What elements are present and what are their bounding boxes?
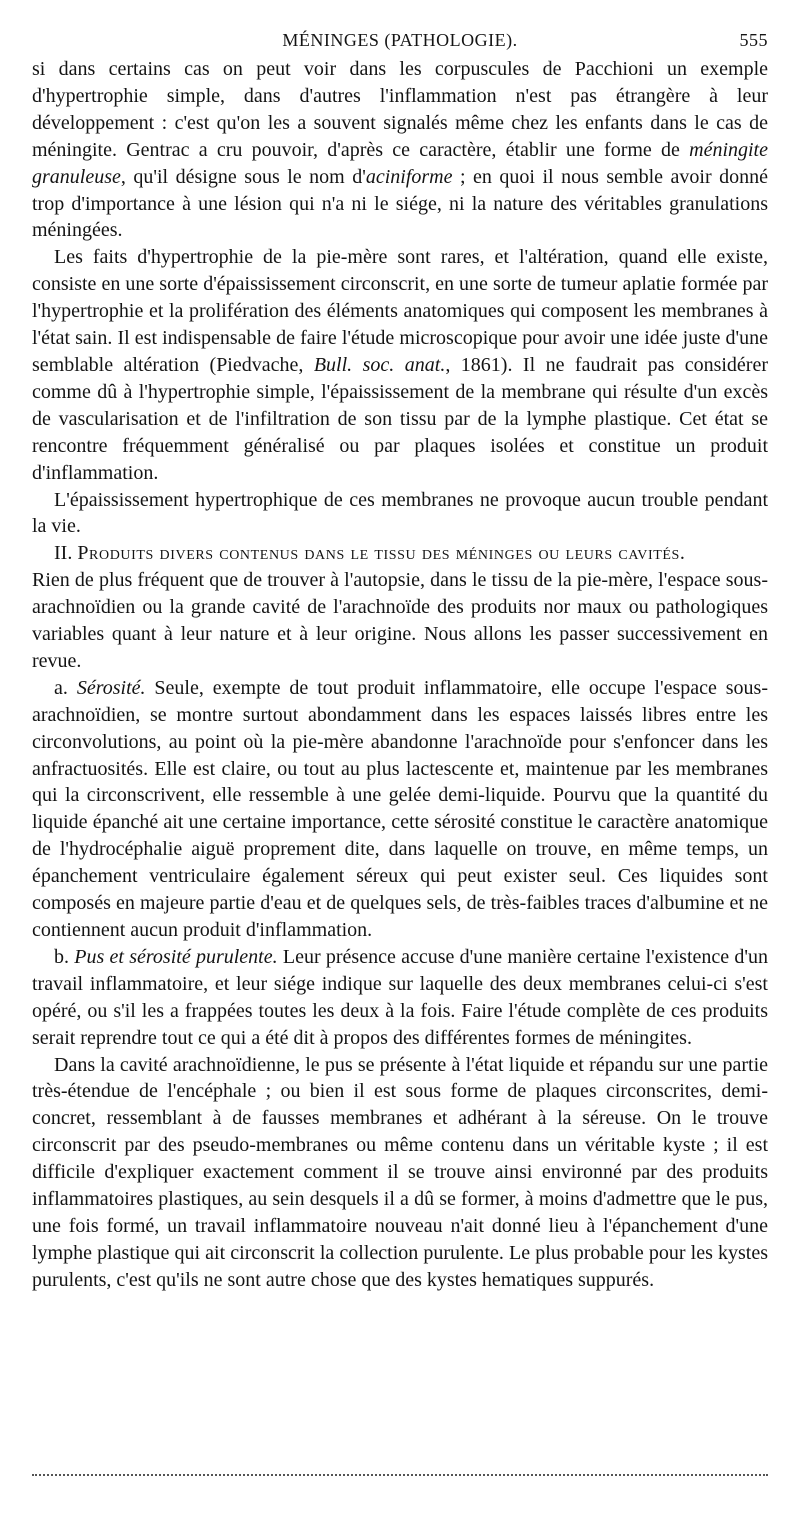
running-header (32, 30, 768, 56)
paragraph-6 (32, 944, 768, 1052)
footer-rule (32, 1474, 768, 1476)
paragraph-4: Rien de plus fréquent que de trouver à l'autopsie, dans le tissu de la pie-mère, l'espace sous-arachnoïdien ou la grande cavité de l'arachnoïde des produits nor maux ou pathologiques variables quant à leur nature et à leur origine. Nous allons les passer successivement en revue. (32, 569, 768, 672)
paragraph-2-text-a: Les faits d'hypertrophie de la pie-mère sont rares, et l'altération, quand elle existe, consiste en une sorte d'épaississement circonscrit, en une sorte de tumeur aplatie formée par l'hypertrophie et la prolifération des éléments anatomiques qui composent les membranes à l'état sain. Il est indispensable de faire l'étude microscopique pour avoir une idée juste d'une semblable altération (Piedvache, (32, 246, 768, 376)
paragraph-1-italic-a: méningite granuleuse (32, 138, 768, 188)
body-text (32, 56, 768, 1294)
paragraph-2 (32, 244, 768, 486)
paragraph-1-italic-b: aciniforme (365, 165, 453, 188)
paragraph-1-text-a: si dans certains cas on peut voir dans les corpuscules de Pacchioni un exemple d'hypertrophie simple, dans d'autres l'inflammation n'est pas étrangère à leur développement : c'est qu'on les a souvent signalés même chez les enfants dans le cas de méningite. Gentrac a cru pouvoir, d'après ce caractère, établir une forme de (32, 58, 768, 161)
section-heading (32, 540, 768, 567)
paragraph-6-text: Leur présence accuse d'une manière certaine l'existence d'un travail inflammatoire, et leur siége indique sur laquelle des deux membranes celui-ci s'est opéré, ou s'il les a frappées toutes les deux à la fois. Faire l'étude complète de ces produits serait reprendre tout ce qui a été dit à propos des différentes formes de méningites. (32, 945, 769, 1049)
paragraph-7: Dans la cavité arachnoïdienne, le pus se présente à l'état liquide et répandu sur une partie très-étendue de l'encéphale ; ou bien il est sous forme de plaques circonscrites, demi-concret, ressemblant à de fausses membranes et adhérant à la séreuse. On le trouve circonscrit par des pseudo-membranes ou même contenu dans un véritable kyste ; il est difficile d'expliquer exactement comment il se trouve ainsi environné par des produits inflammatoires plastiques, au sein desquels il a dû se former, à moins d'admettre que le pus, une fois formé, un travail inflammatoire nouveau n'ait donné lieu à l'épanchement d'une lymphe plastique qui ait circonscrit la collection purulente. Le plus probable pour les kystes purulents, c'est qu'ils ne sont autre chose que des kystes hematiques suppurés. (32, 1053, 768, 1291)
section-title: Produits divers contenus dans le tissu des méninges ou leurs cavités. (77, 542, 686, 565)
paragraph-1-text-b: , qu'il désigne sous le nom d' (120, 165, 366, 188)
paragraph-6-italic-heading: Pus et sérosité purulente. (74, 945, 278, 968)
paragraph-5 (32, 675, 768, 944)
paragraph-5-text: Seule, exempte de tout produit inflammatoire, elle occupe l'espace sous-arachnoïdien, se montre surtout abondamment dans les espaces laissés libres entre les circonvolutions, au point où la pie-mère abandonne l'arachnoïde pour s'enfoncer dans les anfractuosités. Elle est claire, ou tout au plus lactescente et, maintenue par les membranes qui la circonscrivent, elle ressemble à une gelée demi-liquide. Pourvu que la quantité du liquide épanché ait une certaine importance, cette sérosité constitue le caractère anatomique de l'hydrocéphalie aiguë proprement dite, dans laquelle on trouve, en même temps, un épanchement ventriculaire également séreux qui peut exister seul. Ces liquides sont composés en majeure partie d'eau et de quelques sels, de très-faibles traces d'albumine et ne contiennent aucun produit d'inflammation. (32, 676, 769, 941)
paragraph-1-text-c: ; en quoi il nous semble avoir donné trop d'importance à une lésion qui n'a ni le siége, ni la nature des véritables granulations méningées. (32, 165, 768, 242)
paragraph-5-italic-heading: Sérosité. (76, 676, 146, 699)
paragraph-5-label: a. (54, 676, 68, 699)
running-title: MÉNINGES (PATHOLOGIE). (282, 30, 518, 50)
paragraph-3: L'épaississement hypertrophique de ces membranes ne provoque aucun trouble pendant la vie. (32, 488, 768, 538)
paragraph-6-label: b. (54, 945, 69, 968)
paragraph-1 (32, 56, 768, 244)
section-number: II. (54, 542, 73, 565)
page (32, 30, 768, 1294)
page-number: 555 (739, 30, 768, 50)
paragraph-2-text-b: , 1861). Il ne faudrait pas considérer comme dû à l'hypertrophie simple, l'épaississement de la membrane qui résulte d'un excès de vascularisation et de l'infiltration de son tissu par de la lymphe plastique. Cet état se rencontre fréquemment généralisé ou par plaques isolées et constitue un produit d'inflammation. (32, 353, 768, 484)
paragraph-2-citation: Bull. soc. anat. (313, 353, 446, 376)
